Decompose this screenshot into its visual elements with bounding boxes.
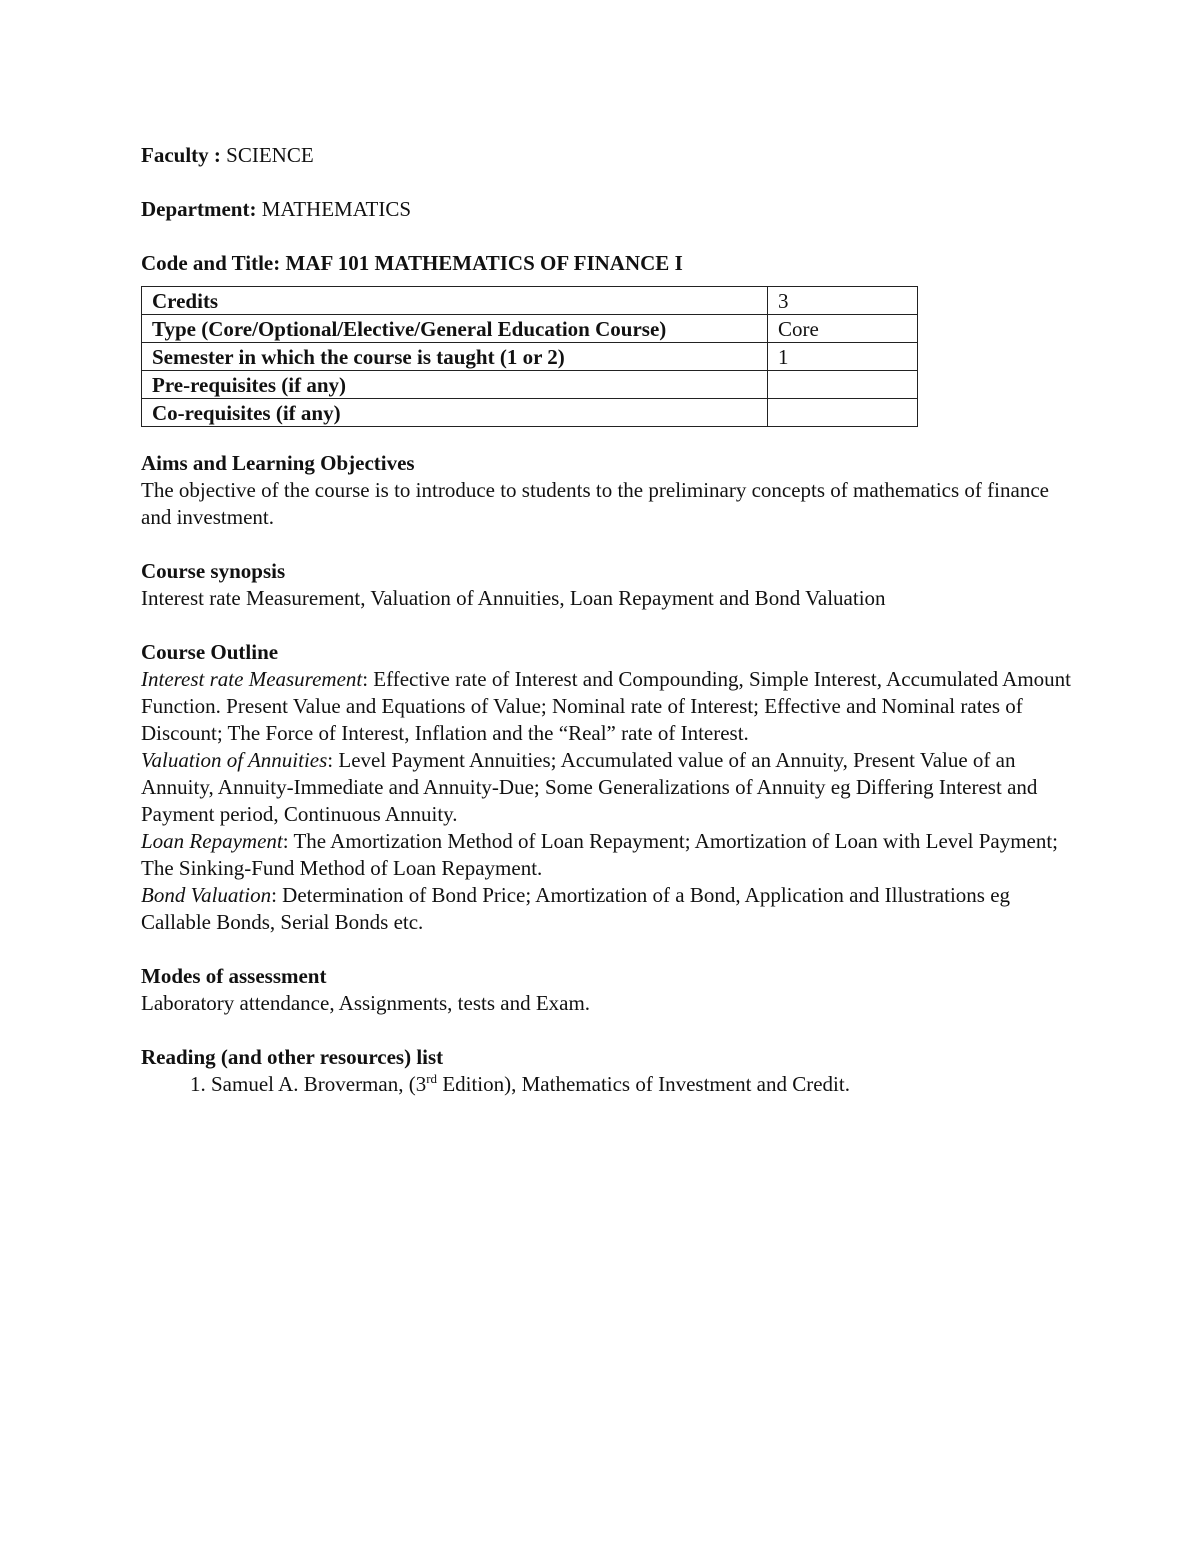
department-line: [141, 196, 1071, 223]
list-item: [211, 1071, 1071, 1098]
corequisites-value: [768, 399, 918, 427]
outline-item: [141, 666, 1071, 747]
aims-text: The objective of the course is to introduce to students to the preliminary concepts of mathematics of finance and investment.: [141, 478, 1049, 529]
credits-value: 3: [768, 287, 918, 315]
corequisites-label: Co-requisites (if any): [142, 399, 768, 427]
document-page: [141, 142, 1071, 1098]
assessment-text: Laboratory attendance, Assignments, tests and Exam.: [141, 991, 591, 1015]
table-row: [142, 399, 918, 427]
outline-item: [141, 882, 1071, 936]
prerequisites-value: [768, 371, 918, 399]
code-title-line: [141, 250, 1071, 277]
assessment-title: Modes of assessment: [141, 964, 327, 988]
outline-topic: Bond Valuation: [141, 883, 272, 907]
outline-text: : Determination of Bond Price; Amortization of a Bond, Application and Illustrations eg Callable Bonds, Serial Bonds etc.: [141, 883, 1011, 934]
course-info-table: [141, 286, 918, 427]
outline-text: : The Amortization Method of Loan Repayment; Amortization of Loan with Level Payment; The Sinking-Fund Method of Loan Repayment.: [141, 829, 1059, 880]
reading-list: [141, 1071, 1071, 1098]
outline-topic: Loan Repayment: [141, 829, 283, 853]
outline-topic: Interest rate Measurement: [141, 667, 363, 691]
reading-title: Reading (and other resources) list: [141, 1045, 444, 1069]
faculty-label: Faculty :: [141, 143, 221, 167]
synopsis-text: Interest rate Measurement, Valuation of Annuities, Loan Repayment and Bond Valuation: [141, 586, 886, 610]
synopsis-title: Course synopsis: [141, 559, 286, 583]
aims-title: Aims and Learning Objectives: [141, 451, 415, 475]
faculty-line: [141, 142, 1071, 169]
reading-item-sup: rd: [426, 1071, 438, 1086]
reading-item-after: Edition), Mathematics of Investment and Credit.: [437, 1072, 850, 1096]
credits-label: Credits: [142, 287, 768, 315]
reading-item-before: Samuel A. Broverman, (3: [211, 1072, 427, 1096]
department-value: MATHEMATICS: [261, 197, 412, 221]
table-row: [142, 287, 918, 315]
prerequisites-label: Pre-requisites (if any): [142, 371, 768, 399]
type-label: Type (Core/Optional/Elective/General Education Course): [142, 315, 768, 343]
type-value: Core: [768, 315, 918, 343]
outline-item: [141, 828, 1071, 882]
code-title-value: MAF 101 MATHEMATICS OF FINANCE I: [285, 251, 683, 275]
code-title-label: Code and Title:: [141, 251, 281, 275]
semester-value: 1: [768, 343, 918, 371]
table-row: [142, 315, 918, 343]
faculty-value: SCIENCE: [226, 143, 314, 167]
outline-title: Course Outline: [141, 640, 279, 664]
table-row: [142, 371, 918, 399]
department-label: Department:: [141, 197, 257, 221]
outline-topic: Valuation of Annuities: [141, 748, 328, 772]
table-row: [142, 343, 918, 371]
semester-label: Semester in which the course is taught (1 or 2): [142, 343, 768, 371]
outline-text: : Level Payment Annuities; Accumulated value of an Annuity, Present Value of an Annuity, Annuity-Immediate and Annuity-Due; Some Generalizations of Annuity eg Differing Interest and Payment period, Continuous Annuity.: [141, 748, 1038, 826]
outline-text: : Effective rate of Interest and Compounding, Simple Interest, Accumulated Amount Function. Present Value and Equations of Value; Nominal rate of Interest; Effective and Nominal rates of Discount; The Force of Interest, Inflation and the “Real” rate of Interest.: [141, 667, 1071, 745]
outline-item: [141, 747, 1071, 828]
